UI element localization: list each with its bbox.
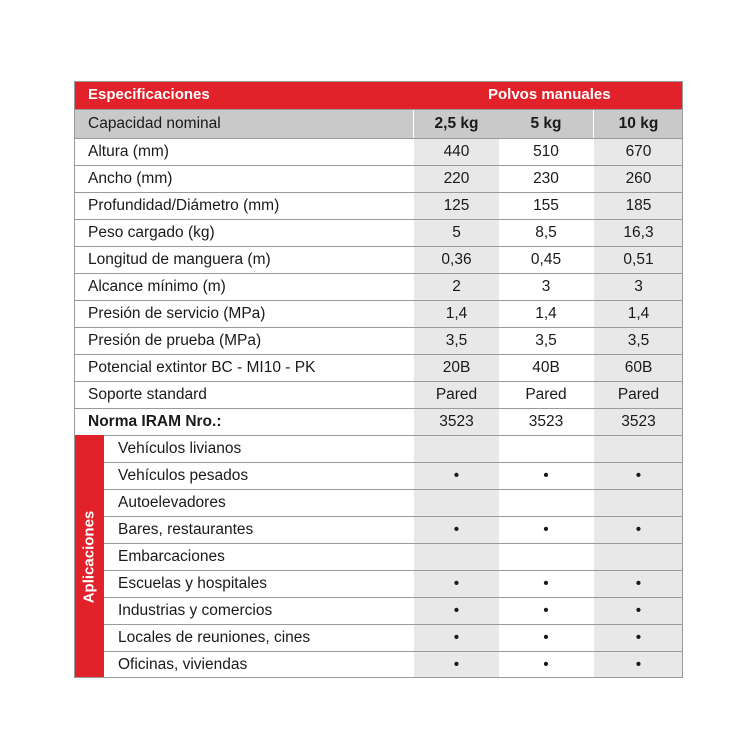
row-value: 60B: [593, 355, 683, 381]
row-label: Longitud de manguera (m): [88, 251, 271, 268]
row-value: 20B: [413, 355, 499, 381]
table-row: [74, 354, 683, 381]
application-label: Embarcaciones: [118, 548, 225, 565]
row-value: 3: [541, 278, 551, 295]
row-value: 3,5: [593, 328, 683, 354]
application-mark: [593, 490, 683, 516]
application-row: [104, 624, 683, 651]
row-value: 5: [413, 220, 499, 246]
applications-title: [74, 435, 104, 678]
table-row: [74, 246, 683, 273]
application-row: [104, 651, 683, 678]
norma-value: 3523: [528, 413, 564, 430]
capacity-row: [74, 109, 683, 138]
application-mark: [413, 490, 499, 516]
application-mark: •: [413, 517, 499, 543]
row-label: Altura (mm): [88, 143, 169, 160]
application-mark: •: [593, 598, 683, 624]
application-row: [104, 516, 683, 543]
table-row: [74, 327, 683, 354]
application-mark: [593, 436, 683, 462]
applications-title-text: Aplicaciones: [80, 510, 98, 603]
application-mark: •: [593, 652, 683, 678]
application-mark: [413, 436, 499, 462]
application-row: [104, 597, 683, 624]
table-row: [74, 192, 683, 219]
application-mark: [499, 436, 593, 462]
application-label: Autoelevadores: [118, 494, 226, 511]
table-row: [74, 138, 683, 165]
row-label: Profundidad/Diámetro (mm): [88, 197, 280, 214]
application-mark: •: [593, 571, 683, 597]
row-value: 40B: [532, 359, 560, 376]
row-value: 1,4: [413, 301, 499, 327]
row-value: 2: [413, 274, 499, 300]
application-mark: •: [593, 463, 683, 489]
header-specs-label: Especificaciones: [88, 86, 210, 103]
application-label: Locales de reuniones, cines: [118, 629, 311, 646]
row-value: 3,5: [535, 332, 557, 349]
row-value: 3,5: [413, 328, 499, 354]
application-mark: [413, 544, 499, 570]
row-value: 0,51: [593, 247, 683, 273]
application-row: [104, 570, 683, 597]
row-value: 230: [533, 170, 559, 187]
row-label: Peso cargado (kg): [88, 224, 215, 241]
row-value: Pared: [593, 382, 683, 408]
application-row: [104, 543, 683, 570]
table-row: [74, 219, 683, 246]
row-value: 0,45: [530, 251, 562, 268]
application-mark: •: [543, 467, 549, 484]
application-mark: [593, 544, 683, 570]
row-value: 8,5: [535, 224, 557, 241]
application-mark: •: [543, 656, 549, 673]
application-mark: •: [543, 602, 549, 619]
application-row: [104, 435, 683, 462]
application-mark: •: [413, 598, 499, 624]
application-row: [104, 462, 683, 489]
row-value: 440: [413, 139, 499, 165]
application-label: Escuelas y hospitales: [118, 575, 268, 592]
norma-value: 3523: [593, 409, 683, 435]
row-label: Soporte standard: [88, 386, 207, 403]
spec-table: [74, 81, 683, 678]
application-mark: [499, 490, 593, 516]
application-mark: •: [543, 521, 549, 538]
row-value: 3: [593, 274, 683, 300]
norma-value: 3523: [413, 409, 499, 435]
application-mark: •: [543, 575, 549, 592]
capacity-label: Capacidad nominal: [74, 110, 413, 138]
application-mark: •: [593, 625, 683, 651]
row-value: 260: [593, 166, 683, 192]
application-mark: •: [593, 517, 683, 543]
row-label: Potencial extintor BC - MI10 - PK: [88, 359, 316, 376]
row-value: 0,36: [413, 247, 499, 273]
application-mark: •: [543, 629, 549, 646]
capacity-value: 2,5 kg: [413, 110, 499, 138]
table-header: [74, 81, 683, 109]
header-product-label: Polvos manuales: [488, 86, 611, 103]
norma-label: Norma IRAM Nro.:: [88, 413, 222, 430]
application-row: [104, 489, 683, 516]
application-label: Oficinas, viviendas: [118, 656, 248, 673]
row-value: 220: [413, 166, 499, 192]
row-value: 670: [593, 139, 683, 165]
row-value: 155: [533, 197, 559, 214]
table-row: [74, 165, 683, 192]
row-value: 1,4: [593, 301, 683, 327]
application-mark: •: [413, 571, 499, 597]
norma-row: [74, 408, 683, 435]
table-row: [74, 300, 683, 327]
row-label: Presión de servicio (MPa): [88, 305, 266, 322]
row-value: 125: [413, 193, 499, 219]
application-label: Industrias y comercios: [118, 602, 273, 619]
row-label: Alcance mínimo (m): [88, 278, 226, 295]
capacity-value: 5 kg: [499, 110, 593, 138]
table-row: [74, 273, 683, 300]
row-label: Ancho (mm): [88, 170, 173, 187]
application-mark: •: [413, 625, 499, 651]
row-label: Presión de prueba (MPa): [88, 332, 262, 349]
application-label: Vehículos livianos: [118, 440, 242, 457]
application-mark: [499, 544, 593, 570]
row-value: 510: [533, 143, 559, 160]
application-mark: •: [413, 652, 499, 678]
row-value: 1,4: [535, 305, 557, 322]
capacity-value: 10 kg: [593, 110, 683, 138]
application-label: Vehículos pesados: [118, 467, 249, 484]
table-row: [74, 381, 683, 408]
application-label: Bares, restaurantes: [118, 521, 254, 538]
row-value: Pared: [413, 382, 499, 408]
application-mark: •: [413, 463, 499, 489]
row-value: Pared: [525, 386, 567, 403]
row-value: 185: [593, 193, 683, 219]
row-value: 16,3: [593, 220, 683, 246]
